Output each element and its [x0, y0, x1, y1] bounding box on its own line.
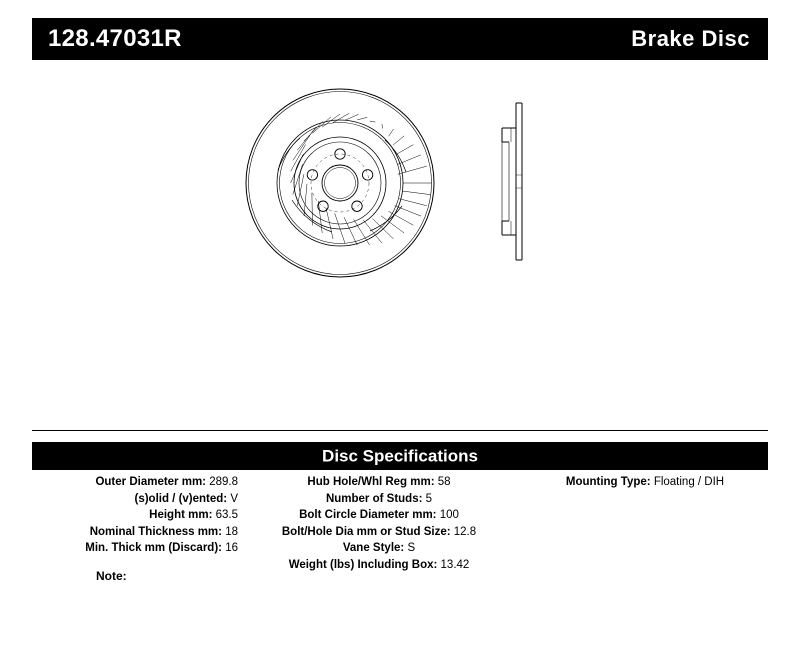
spec-row: [254, 474, 504, 491]
spec-value: 63.5: [215, 509, 238, 521]
spec-label: Bolt Circle Diameter mm:: [299, 509, 437, 521]
spec-row: [32, 474, 238, 491]
spec-value: V: [230, 492, 238, 505]
spec-label: Height mm:: [149, 509, 213, 521]
spec-value: 58: [437, 476, 451, 488]
spec-value: 289.8: [209, 476, 238, 488]
spec-title-bar: [32, 442, 768, 470]
spec-row: [32, 507, 238, 524]
note-label: Note:: [96, 569, 127, 583]
spec-row: [254, 524, 504, 541]
spec-row: [254, 540, 504, 557]
rotor-edge-section-view: [502, 103, 522, 260]
spec-value: 13.42: [440, 558, 470, 571]
header-bar: [32, 18, 768, 60]
spec-column-right: [522, 474, 768, 491]
spec-label: (s)olid / (v)ented:: [134, 492, 228, 505]
page-title: Brake Disc: [631, 26, 750, 51]
spec-label: Mounting Type:: [565, 476, 651, 488]
spec-value: 18: [225, 525, 238, 538]
technical-drawing: [230, 80, 590, 310]
section-divider: [32, 430, 768, 431]
spec-value: Floating / DIH: [653, 476, 725, 488]
spec-label: Weight (lbs) Including Box:: [288, 558, 438, 571]
spec-value: S: [407, 542, 416, 554]
spec-column-middle: [254, 474, 504, 573]
spec-section-title: Disc Specifications: [322, 446, 478, 466]
spec-row: [32, 540, 238, 557]
spec-label: Number of Studs:: [325, 492, 423, 505]
spec-value: 5: [425, 492, 433, 505]
spec-row: [254, 507, 504, 524]
spec-row: [254, 491, 504, 508]
spec-label: Nominal Thickness mm:: [89, 525, 222, 538]
spec-label: Bolt/Hole Dia mm or Stud Size:: [281, 525, 451, 538]
spec-column-left: [32, 474, 238, 557]
spec-row: [254, 557, 504, 574]
spec-label: Min. Thick mm (Discard):: [85, 542, 222, 554]
spec-label: Vane Style:: [342, 542, 405, 554]
spec-label: Hub Hole/Whl Reg mm:: [307, 476, 435, 488]
spec-value: 100: [439, 509, 459, 521]
spec-row: [32, 524, 238, 541]
part-number: 128.47031R: [48, 25, 182, 52]
spec-value: 16: [225, 542, 238, 554]
spec-row: [522, 474, 768, 491]
note-row: [96, 570, 127, 582]
spec-columns: [32, 474, 768, 574]
rotor-face-view: [246, 89, 434, 277]
spec-row: [32, 491, 238, 508]
spec-label: Outer Diameter mm:: [95, 476, 207, 488]
spec-value: 12.8: [453, 525, 477, 538]
